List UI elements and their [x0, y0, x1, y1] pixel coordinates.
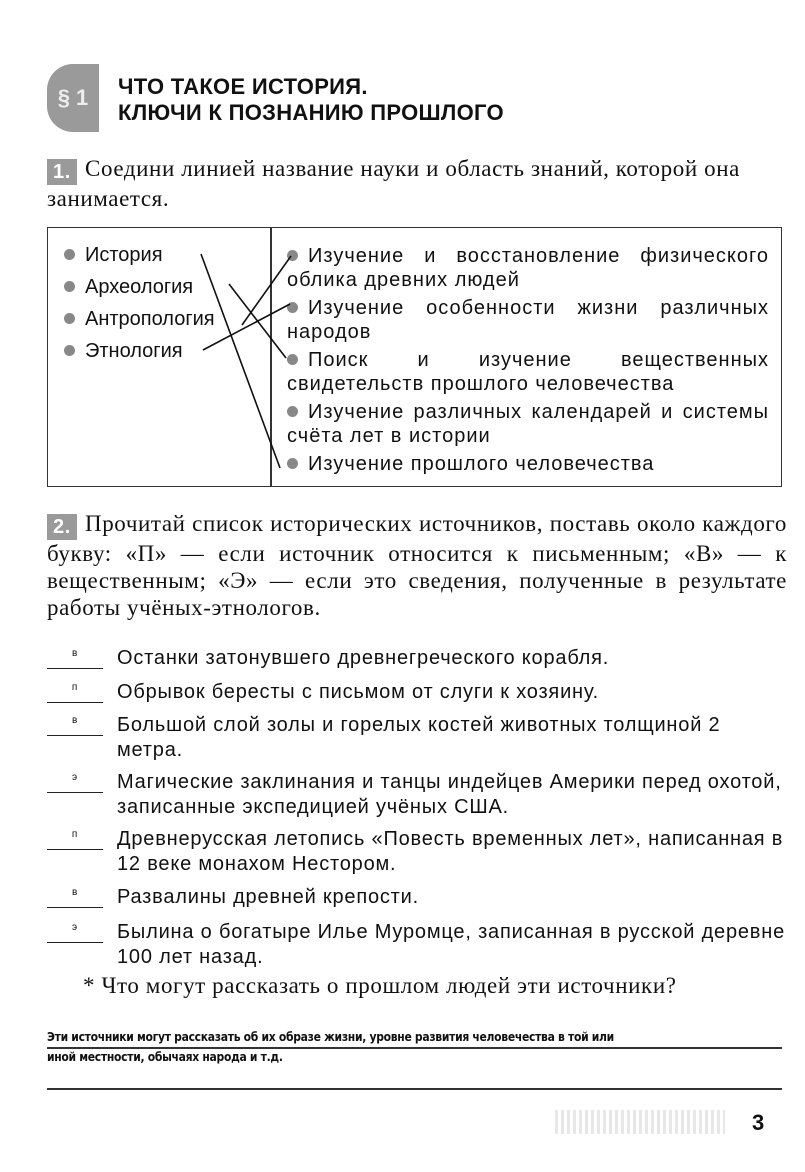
- matching-lines: [0, 0, 805, 500]
- source-item: в Останки затонувшего древнегреческого корабля.: [47, 646, 787, 671]
- area-item: Изучение прошлого человечества: [287, 452, 769, 476]
- decorative-strip: [555, 1110, 725, 1134]
- answer-field[interactable]: в: [47, 646, 103, 669]
- title-line-1: ЧТО ТАКОЕ ИСТОРИЯ.: [118, 74, 368, 99]
- line-anthropology: [242, 256, 291, 325]
- task2-text: Прочитай список исторических источников, поставь около каждого букву: «П» — если источник относится к письменным; «В» — к вещественным; «Э» — если это сведения, полученные в результате работы учёных-этнологов.: [47, 511, 787, 620]
- science-item: Археология: [64, 271, 215, 303]
- science-item: Антропология: [64, 303, 215, 335]
- page-number: 3: [752, 1110, 765, 1135]
- source-item: п Древнерусская летопись «Повесть временных лет», написанная в 12 веке монахом Нестором.: [47, 827, 787, 877]
- area-item: Изучение особенности жизни различных народов: [287, 297, 769, 343]
- line-ethnology: [203, 304, 290, 350]
- answer-rule: [47, 1088, 782, 1090]
- task2-number: 2.: [47, 514, 77, 540]
- science-item: Этнология: [64, 335, 215, 367]
- paragraph-badge: § 1: [47, 64, 99, 132]
- title-line-2: КЛЮЧИ К ПОЗНАНИЮ ПРОШЛОГО: [118, 100, 504, 125]
- answer-field[interactable]: п: [47, 680, 103, 703]
- source-item: э Былина о богатыре Илье Муромце, записанная в русской деревне 100 лет назад.: [47, 920, 787, 970]
- source-item: в Развалины древней крепости.: [47, 885, 787, 910]
- answer-field[interactable]: в: [47, 713, 103, 736]
- source-item: в Большой слой золы и горелых костей животных толщиной 2 метра.: [47, 713, 787, 763]
- science-item: История: [64, 239, 215, 271]
- answer-field[interactable]: э: [47, 770, 103, 793]
- source-item: э Магические заклинания и танцы индейцев Америки перед охотой, записанные экспедицией учёных США.: [47, 770, 787, 820]
- area-item: Изучение различных календарей и системы счёта лет в истории: [287, 401, 769, 447]
- answer-rule: [47, 1047, 782, 1049]
- answer-field[interactable]: в: [47, 885, 103, 908]
- answer-line-2[interactable]: иной местности, обычаях народа и т.д.: [47, 1050, 283, 1064]
- source-item: п Обрывок бересты с письмом от слуги к хозяину.: [47, 680, 787, 705]
- task1-number: 1.: [47, 159, 77, 185]
- area-item: Изучение и восстановление физического облика древних людей: [287, 245, 769, 291]
- task1-text: Соедини линией название науки и область знаний, которой она занимается.: [47, 156, 740, 211]
- answer-line-1[interactable]: Эти источники могут рассказать об их образе жизни, уровне развития человечества в той или: [47, 1030, 614, 1044]
- task2-prompt: [47, 510, 787, 621]
- answer-field[interactable]: э: [47, 920, 103, 943]
- line-history: [201, 254, 280, 468]
- question: * Что могут рассказать о прошлом людей эти источники?: [83, 973, 677, 998]
- answer-field[interactable]: п: [47, 827, 103, 850]
- area-item: Поиск и изучение вещественных свидетельств прошлого человечества: [287, 349, 769, 395]
